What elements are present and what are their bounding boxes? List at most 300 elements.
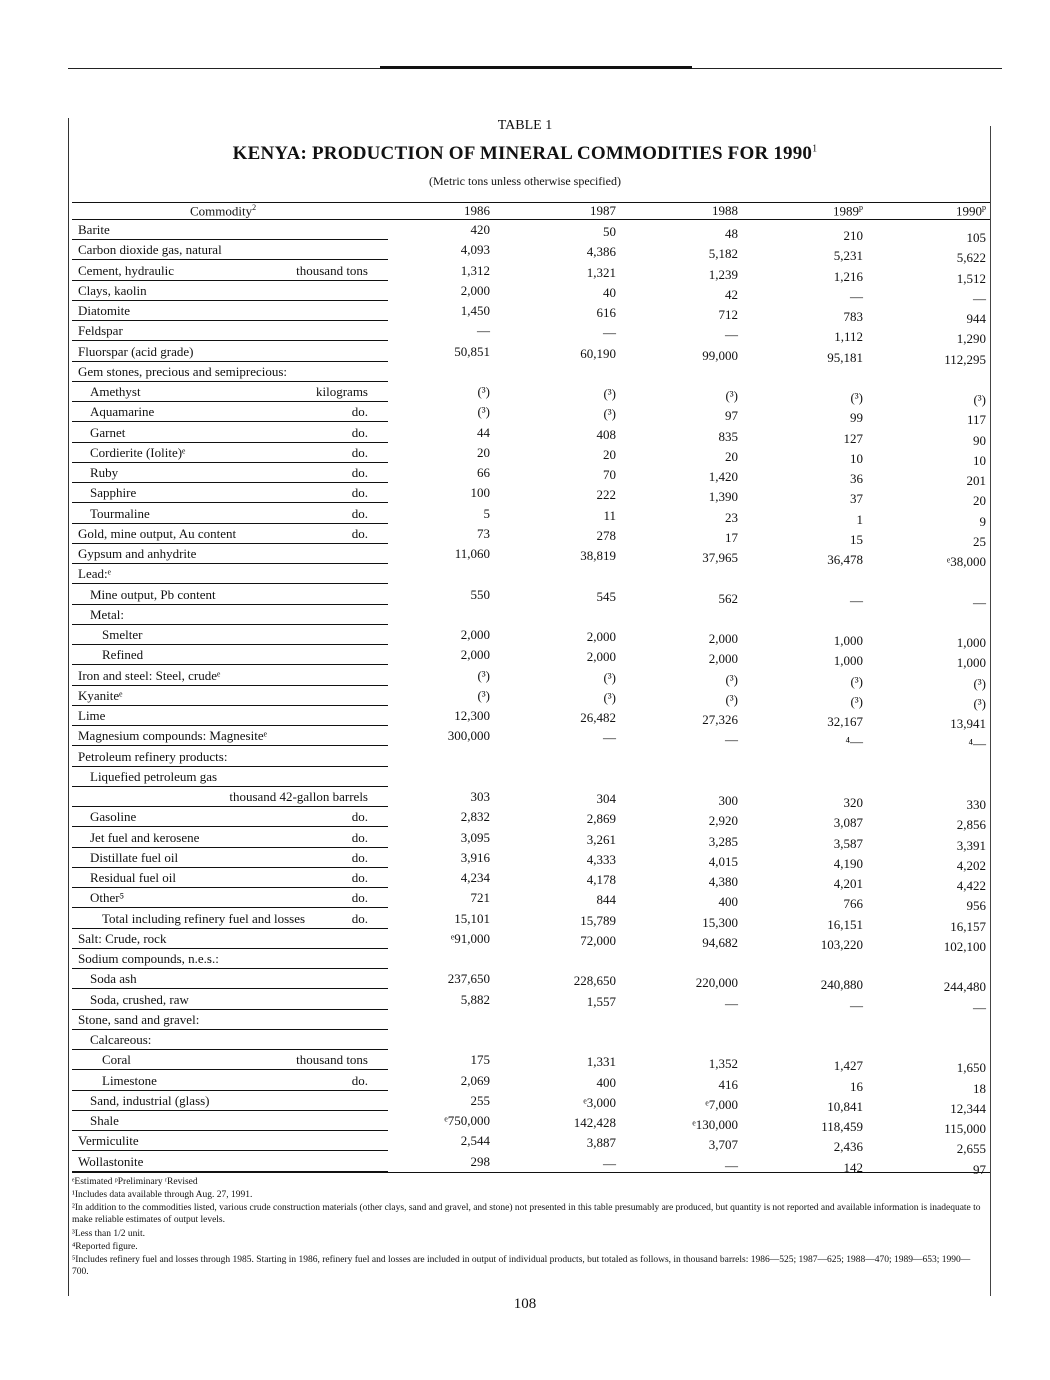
cell-1989: (³) [850, 673, 863, 689]
cell-1990: 1,000 [956, 635, 986, 650]
row-underline [72, 280, 388, 281]
row-underline [72, 1009, 388, 1010]
table-row [0, 384, 1050, 407]
cell-1987: 70 [603, 467, 616, 482]
row-underline [72, 806, 388, 807]
row-label: Gem stones, precious and semiprecious: [78, 363, 288, 379]
cell-1989: 36,478 [827, 552, 863, 567]
cell-1988: 99,000 [702, 347, 738, 363]
cell-1988: 416 [718, 1076, 738, 1092]
cell-1988: 37,965 [702, 550, 738, 565]
table-row [0, 1153, 1050, 1177]
cell-1986: 2,000 [460, 627, 490, 642]
row-label: Other⁵ [90, 890, 125, 906]
cell-1989: (³) [850, 693, 863, 709]
row-label: Smelter [102, 627, 143, 642]
cell-1988: 15,300 [702, 914, 738, 930]
row-label: Jet fuel and kerosene [90, 829, 200, 845]
cell-1988: 712 [718, 307, 738, 322]
cell-1990: 330 [966, 797, 986, 812]
year-header-text: 1990 [956, 203, 982, 219]
table-row [0, 890, 1050, 914]
row-underline [72, 523, 388, 524]
cell-1988: 17 [725, 529, 738, 545]
table-row [0, 505, 1050, 529]
row-label: Distillate fuel oil [90, 849, 179, 865]
cell-1987: — [603, 730, 616, 746]
row-unit: do. [351, 849, 368, 865]
cell-1989: 95,181 [827, 349, 863, 365]
cell-1989: 10,841 [827, 1098, 863, 1114]
cell-1986: 5,882 [460, 991, 490, 1007]
row-label: Limestone [102, 1072, 157, 1088]
row-unit: do. [351, 505, 368, 521]
row-unit: thousand tons [296, 1052, 368, 1068]
cell-1986: 237,650 [447, 971, 490, 987]
cell-1986: 1,450 [460, 303, 490, 318]
cell-1987: 4,386 [586, 244, 616, 260]
cell-1987: 142,428 [573, 1115, 616, 1130]
cell-1986: 298 [470, 1153, 490, 1169]
table-row [0, 1052, 1050, 1076]
cell-1989: 36 [850, 471, 863, 486]
cell-1986: 2,544 [460, 1133, 490, 1149]
row-underline [72, 1069, 388, 1070]
cell-1987: 60,190 [580, 345, 616, 361]
cell-1990: (³) [973, 675, 986, 691]
cell-1989: 4,201 [833, 876, 863, 891]
cell-1988: 1,420 [708, 469, 738, 484]
cell-1986: 12,300 [454, 708, 490, 723]
row-underline [72, 1029, 388, 1030]
row-label: Tourmaline [90, 505, 150, 521]
cell-1989: — [850, 592, 863, 608]
cell-1990: 90 [973, 432, 986, 448]
cell-1987: 4,178 [586, 872, 616, 887]
table-subtitle: (Metric tons unless otherwise specified) [429, 174, 621, 188]
cell-1990: 12,344 [950, 1100, 986, 1116]
page-number: 108 [513, 1296, 537, 1312]
table-bottom-rule [72, 1172, 990, 1173]
cell-1986: 2,000 [460, 647, 490, 663]
row-underline [72, 239, 388, 240]
table-row [0, 991, 1050, 1015]
row-label: Sand, industrial (glass) [90, 1092, 210, 1108]
cell-1987: 1,321 [586, 264, 616, 280]
row-label: Refined [102, 647, 144, 663]
cell-1990: — [973, 999, 986, 1015]
cell-1989: 240,880 [820, 977, 863, 993]
cell-1986: 2,069 [460, 1072, 490, 1088]
table-row [0, 343, 1050, 367]
cell-1988: 48 [725, 226, 738, 241]
row-underline [72, 502, 388, 503]
row-underline [72, 907, 388, 908]
cell-1989: 37 [850, 491, 863, 507]
table-row [0, 829, 1050, 853]
table-row [0, 930, 1050, 954]
cell-1987: 72,000 [580, 932, 616, 948]
cell-1986: 15,101 [454, 910, 490, 926]
table-row [0, 749, 1050, 769]
table-row [0, 546, 1050, 569]
row-label: Vermiculite [78, 1133, 139, 1149]
row-underline [72, 928, 388, 929]
cell-1988: 97 [725, 408, 738, 424]
cell-1986: 420 [470, 222, 490, 237]
cell-1990: (³) [973, 695, 986, 711]
row-underline [72, 685, 388, 686]
row-underline [72, 948, 388, 949]
cell-1986: 175 [470, 1052, 490, 1068]
cell-1990: 2,655 [956, 1141, 986, 1157]
cell-1986: (³) [477, 687, 490, 703]
cell-1988: — [725, 995, 738, 1011]
row-label: Shale [90, 1113, 119, 1128]
cell-1988: — [725, 327, 738, 343]
cell-1990: 25 [973, 533, 986, 549]
row-underline [72, 340, 388, 341]
cell-1986: 550 [470, 586, 490, 602]
year-header-text: 1986 [464, 203, 490, 218]
cell-1988: ᵉ130,000 [692, 1117, 738, 1132]
row-label: Lead:ᵉ [78, 566, 111, 582]
table-row [0, 303, 1050, 326]
cell-1987: 228,650 [573, 973, 616, 989]
cell-1986: 4,234 [460, 870, 490, 885]
cell-1987: 1,331 [586, 1054, 616, 1070]
row-label: Carbon dioxide gas, natural [78, 242, 222, 258]
cell-1989: 766 [843, 896, 863, 912]
commodity-header [190, 203, 256, 219]
cell-1986: (³) [477, 404, 490, 420]
row-unit: kilograms [316, 384, 368, 399]
row-underline [72, 442, 388, 443]
row-label: Sapphire [90, 485, 137, 501]
row-underline [72, 745, 388, 746]
table-row [0, 607, 1050, 627]
table-row [0, 971, 1050, 995]
table-row [0, 647, 1050, 671]
row-label: Feldspar [78, 323, 123, 339]
cell-1986: 66 [477, 465, 490, 480]
cell-1990: 97 [973, 1161, 986, 1177]
cell-1988: (³) [725, 671, 738, 687]
cell-1988: 4,015 [708, 853, 738, 869]
cell-1988: 20 [725, 448, 738, 464]
cell-1990: ᵉ38,000 [946, 554, 986, 569]
cell-1988: — [725, 732, 738, 748]
row-label: Petroleum refinery products: [78, 748, 228, 764]
row-label: Liquefied petroleum gas [90, 768, 218, 784]
table-row [0, 627, 1050, 650]
cell-1990: 13,941 [950, 716, 986, 731]
row-underline [72, 300, 388, 301]
cell-1986: 44 [477, 424, 490, 440]
cell-1988: 1,352 [708, 1056, 738, 1072]
cell-1988: 835 [718, 428, 738, 444]
cell-1989: 16 [850, 1078, 863, 1094]
cell-1986: 2,000 [460, 282, 490, 298]
cell-1987: 3,261 [586, 831, 616, 847]
cell-1987: ᵉ3,000 [583, 1094, 616, 1110]
footnote-2: ²In addition to the commodities listed, various crude construction materials (other clays, sand and gravel, and stone) not presented in this table presumably are produced, but quantity is not reported and available information is inadequate to make reliable estimates of output levels. [72, 1203, 981, 1225]
cell-1987: 545 [596, 588, 616, 604]
table-row [0, 485, 1050, 509]
table-title-text: KENYA: PRODUCTION OF MINERAL COMMODITIES FOR 1990 [232, 143, 813, 164]
cell-1989: 10 [850, 450, 863, 466]
row-underline [72, 1130, 388, 1131]
row-underline [72, 887, 388, 888]
row-underline [72, 644, 388, 645]
cell-1988: 2,000 [708, 631, 738, 646]
table-row [0, 525, 1050, 549]
table-row [0, 870, 1050, 893]
cell-1990: 1,650 [956, 1060, 986, 1076]
cell-1990: 201 [966, 473, 986, 488]
row-underline [72, 1090, 388, 1091]
cell-1989: 1,216 [833, 268, 863, 284]
row-underline [72, 1049, 388, 1050]
cell-1988: — [725, 1157, 738, 1173]
cell-1986: 721 [470, 890, 490, 906]
row-label: Diatomite [78, 303, 130, 318]
cell-1988: 3,285 [708, 833, 738, 849]
cell-1988: 3,707 [708, 1137, 738, 1153]
row-label: Total including refinery fuel and losses [102, 910, 306, 926]
cell-1988: 94,682 [702, 934, 738, 950]
cell-1989: 127 [843, 430, 863, 446]
table-row [0, 687, 1050, 711]
cell-1990: 1,290 [956, 331, 986, 347]
cell-1990: 18 [973, 1080, 986, 1096]
cell-1988: 27,326 [702, 712, 738, 727]
row-unit: do. [351, 809, 368, 825]
cell-1988: 2,920 [708, 813, 738, 829]
row-underline [72, 968, 388, 969]
cell-1986: 255 [470, 1092, 490, 1108]
cell-1987: 26,482 [580, 710, 616, 725]
table-row [0, 728, 1050, 752]
cell-1986: 73 [477, 525, 490, 541]
year-header-text: 1988 [712, 203, 738, 218]
cell-1988: 1,239 [708, 266, 738, 282]
row-unit: do. [351, 890, 368, 906]
cell-1990: 4,202 [956, 857, 986, 873]
cell-1990: 5,622 [956, 250, 986, 266]
row-underline [72, 664, 388, 665]
cell-1987: 2,000 [586, 649, 616, 665]
row-label: Cordierite (Iolite)ᵉ [90, 444, 186, 460]
table-row [0, 1012, 1050, 1032]
cell-1990: 1,512 [956, 270, 986, 286]
row-label: Calcareous: [90, 1032, 152, 1047]
row-underline [72, 604, 388, 605]
year-header-mark: p [859, 203, 863, 212]
cell-1987: 616 [596, 305, 616, 320]
cell-1989: 320 [843, 795, 863, 810]
cell-1986: (³) [477, 384, 490, 399]
table-label: TABLE 1 [497, 118, 553, 133]
row-underline [72, 766, 388, 767]
row-unit: do. [351, 465, 368, 480]
cell-1987: 3,887 [586, 1135, 616, 1151]
row-underline [72, 624, 388, 625]
cell-1988: 220,000 [695, 975, 738, 991]
cell-1989: 142 [843, 1159, 863, 1175]
table-row [0, 323, 1050, 347]
footnote-0: ᵉEstimated ᵖPreliminary ʳRevised [72, 1177, 198, 1187]
cell-1989: 1,000 [833, 653, 863, 669]
year-header-1989 [773, 203, 863, 219]
cell-1989: 2,436 [833, 1139, 863, 1155]
table-row [0, 222, 1050, 245]
cell-1990: 3,391 [956, 837, 986, 853]
cell-1987: (³) [603, 669, 616, 685]
cell-1990: 944 [966, 311, 986, 326]
row-label: Clays, kaolin [78, 282, 147, 298]
cell-1986: 11,060 [454, 546, 490, 561]
cell-1990: 1,000 [956, 655, 986, 671]
cell-1989: 103,220 [820, 936, 863, 952]
cell-1987: 408 [596, 426, 616, 442]
cell-1988: 2,000 [708, 651, 738, 667]
cell-1990: 102,100 [943, 938, 986, 954]
cell-1986: 2,832 [460, 809, 490, 825]
table-row [0, 1113, 1050, 1136]
cell-1987: — [603, 325, 616, 341]
table-row [0, 444, 1050, 468]
table-row [0, 424, 1050, 448]
row-underline [72, 361, 388, 362]
cell-1989: 99 [850, 410, 863, 426]
table-row [0, 1032, 1050, 1052]
row-underline [72, 543, 388, 544]
row-unit: do. [351, 404, 368, 420]
cell-1987: (³) [603, 689, 616, 705]
row-label: Wollastonite [78, 1153, 144, 1169]
cell-1987: 1,557 [586, 993, 616, 1009]
cell-1986: 50,851 [454, 343, 490, 359]
cell-1989: 1 [856, 511, 863, 527]
cell-1990: 2,856 [956, 817, 986, 833]
year-header-text: 1989 [833, 203, 859, 219]
table-title-note: 1 [812, 143, 818, 155]
cell-1986: 300,000 [447, 728, 490, 744]
cell-1987: 38,819 [580, 548, 616, 563]
cell-1989: 16,151 [827, 916, 863, 932]
year-header-text: 1987 [590, 203, 616, 218]
cell-1989: 32,167 [827, 714, 863, 729]
table-row [0, 465, 1050, 488]
cell-1986: 1,312 [460, 262, 490, 278]
cell-1988: 562 [718, 590, 738, 606]
row-underline [72, 786, 388, 787]
row-underline [72, 401, 388, 402]
cell-1986: 4,093 [460, 242, 490, 258]
year-header-1987 [526, 203, 616, 219]
cell-1990: 105 [966, 230, 986, 245]
row-label: Soda, crushed, raw [90, 991, 189, 1007]
row-label: Soda ash [90, 971, 137, 987]
footnote-1: ¹Includes data available through Aug. 27, 1991. [72, 1190, 253, 1200]
table-row [0, 566, 1050, 586]
cell-1989: ⁴— [845, 734, 863, 750]
cell-1987: 4,333 [586, 851, 616, 867]
cell-1989: 1,427 [833, 1058, 863, 1074]
table-row [0, 667, 1050, 691]
year-header-1988 [648, 203, 738, 219]
row-label: Metal: [90, 606, 124, 622]
cell-1990: 117 [966, 412, 986, 428]
row-underline [72, 563, 388, 564]
cell-1988: 42 [725, 286, 738, 302]
row-label: Iron and steel: Steel, crudeᵉ [78, 667, 221, 683]
row-label: Cement, hydraulic [78, 262, 175, 278]
cell-1986: ᵉ750,000 [444, 1113, 490, 1128]
row-label: Mine output, Pb content [90, 586, 216, 602]
row-label: Aquamarine [90, 404, 155, 420]
cell-1988: 1,390 [708, 489, 738, 505]
row-unit: do. [351, 1072, 368, 1088]
cell-1989: 118,459 [821, 1119, 863, 1134]
cell-1989: 3,587 [833, 835, 863, 851]
row-underline [72, 705, 388, 706]
cell-1990: (³) [973, 392, 986, 407]
cell-1988: (³) [725, 388, 738, 403]
year-header-mark: p [982, 203, 986, 212]
cell-1990: 10 [973, 452, 986, 468]
cell-1986: 20 [477, 444, 490, 460]
table-row [0, 789, 1050, 812]
row-label: Lime [78, 708, 106, 723]
cell-1989: — [850, 997, 863, 1013]
row-underline [72, 259, 388, 260]
cell-1987: (³) [603, 406, 616, 422]
row-unit: do. [351, 444, 368, 460]
cell-1989: 783 [843, 309, 863, 324]
cell-1987: 2,869 [586, 811, 616, 827]
table-row [0, 849, 1050, 873]
header-bottom-rule [72, 219, 990, 220]
cell-1986: — [477, 323, 490, 339]
cell-1987: 40 [603, 284, 616, 300]
commodity-header-note: 2 [252, 203, 257, 212]
row-label: Amethyst [90, 384, 141, 399]
cell-1989: (³) [850, 390, 863, 405]
row-underline [72, 1110, 388, 1111]
row-underline [72, 725, 388, 726]
cell-1988: 5,182 [708, 246, 738, 262]
row-label: Garnet [90, 424, 126, 440]
cell-1989: 15 [850, 531, 863, 547]
cell-1986: 303 [470, 789, 490, 804]
cell-1986: ᵉ91,000 [450, 930, 490, 946]
cell-1990: — [973, 594, 986, 610]
row-underline [72, 381, 388, 382]
row-underline [72, 847, 388, 848]
row-unit: do. [351, 870, 368, 885]
footnote-5: ⁵Includes refinery fuel and losses through 1985. Starting in 1986, refinery fuel and losses are included in output of individual products, but totaled as follows, in thousand barrels: 1986—525; 1987—625; 1988—470; 1989—653; 1990—700. [72, 1255, 971, 1277]
row-label: Magnesium compounds: Magnesiteᵉ [78, 728, 267, 744]
cell-1989: 3,087 [833, 815, 863, 831]
cell-1990: 956 [966, 898, 986, 914]
cell-1987: 2,000 [586, 629, 616, 644]
cell-1989: — [850, 288, 863, 304]
cell-1986: 5 [483, 505, 490, 521]
table-row [0, 404, 1050, 428]
cell-1987: 11 [603, 507, 616, 523]
